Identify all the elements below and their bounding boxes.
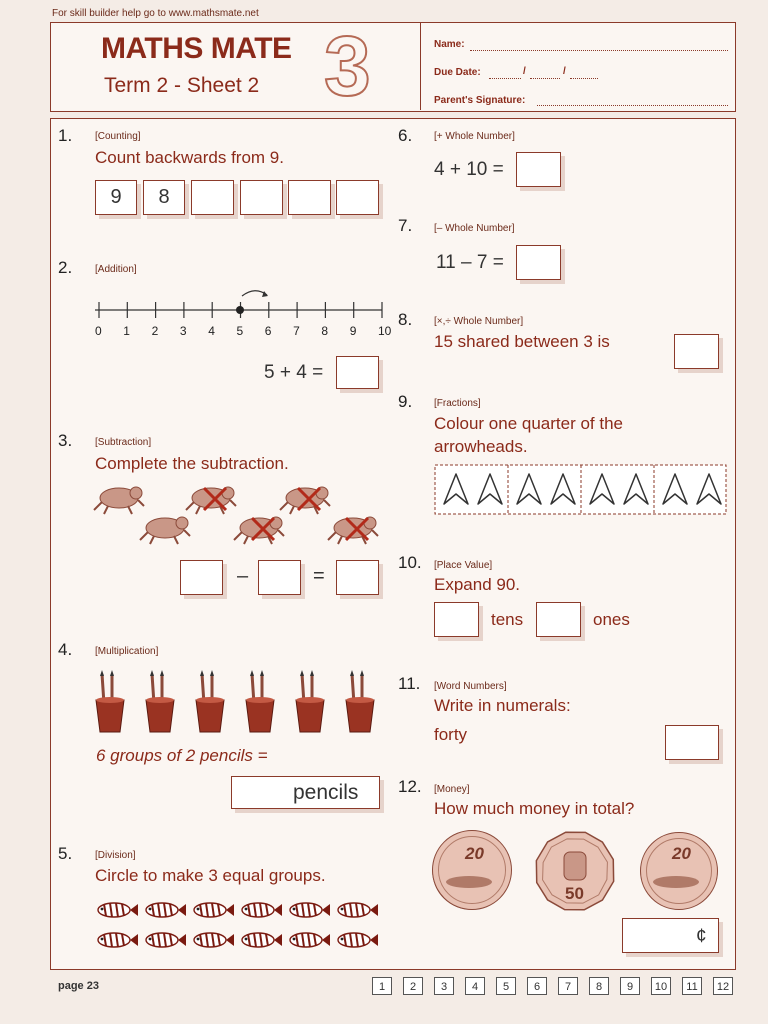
q4-number: 4. xyxy=(58,640,73,659)
q1-text: Count backwards from 9. xyxy=(95,148,284,167)
q11-word: forty xyxy=(434,725,468,744)
name-field[interactable] xyxy=(470,50,728,51)
page-box-9: 9 xyxy=(620,977,640,995)
q10-ones-label: ones xyxy=(593,610,630,629)
q7-answer-box[interactable] xyxy=(516,245,561,280)
number-line-label: 9 xyxy=(349,324,357,338)
number-line-label: 0 xyxy=(95,324,102,338)
q12-text: How much money in total? xyxy=(434,799,635,818)
platypus-icon xyxy=(446,876,492,888)
parent-signature-field[interactable] xyxy=(537,105,728,106)
coin-2-value: 50 xyxy=(565,884,584,903)
parent-signature-label: Parent's Signature: xyxy=(434,95,526,106)
q9-text-line-1: Colour one quarter of the xyxy=(434,414,624,433)
q5-number: 5. xyxy=(58,844,73,863)
q8-tag: [×,÷ Whole Number] xyxy=(434,316,524,327)
frog-6 xyxy=(328,517,378,544)
frog-2 xyxy=(186,487,236,514)
q10-text: Expand 90. xyxy=(434,575,521,594)
number-line xyxy=(90,282,390,322)
number-line-label: 8 xyxy=(321,324,329,338)
q4-tag: [Multiplication] xyxy=(95,646,159,657)
q10-tag: [Place Value] xyxy=(434,560,493,571)
coin-1-value: 20 xyxy=(465,844,484,863)
q1-tag: [Counting] xyxy=(95,131,141,142)
arrowheads-box xyxy=(434,464,728,516)
q11-text: Write in numerals: xyxy=(434,696,571,715)
number-line-label: 3 xyxy=(179,324,187,338)
q3-answer-box-1[interactable] xyxy=(180,560,223,595)
q2-answer-box[interactable] xyxy=(336,356,379,389)
q6-equation: 4 + 10 = xyxy=(434,159,504,180)
page-box-6: 6 xyxy=(527,977,547,995)
due-day-field[interactable] xyxy=(489,78,521,79)
q6-tag: [+ Whole Number] xyxy=(434,131,515,142)
q11-answer-box[interactable] xyxy=(665,725,719,760)
q6-answer-box[interactable] xyxy=(516,152,561,187)
sheet-title: MATHS MATE xyxy=(101,32,292,65)
q11-tag: [Word Numbers] xyxy=(434,681,507,692)
q1-box-1: 9 xyxy=(95,180,137,215)
q3-text: Complete the subtraction. xyxy=(95,454,289,473)
q8-number: 8. xyxy=(398,310,413,329)
q10-tens-box[interactable] xyxy=(434,602,479,637)
q1-answer-box-3[interactable] xyxy=(191,180,234,215)
number-line-label: 1 xyxy=(123,324,130,338)
due-date-label: Due Date: xyxy=(434,67,481,78)
q10-number: 10. xyxy=(398,553,422,572)
term-number: 3 xyxy=(324,19,371,113)
q4-text: 6 groups of 2 pencils = xyxy=(96,746,268,765)
q12-number: 12. xyxy=(398,777,422,796)
q7-number: 7. xyxy=(398,216,413,235)
frog-3 xyxy=(280,487,330,514)
q9-number: 9. xyxy=(398,392,413,411)
due-sep-1: / xyxy=(523,66,526,77)
sheet-subtitle: Term 2 - Sheet 2 xyxy=(104,74,260,97)
frog-4 xyxy=(140,517,190,544)
q3-equals: = xyxy=(313,565,325,587)
page-box-5: 5 xyxy=(496,977,516,995)
q5-tag: [Division] xyxy=(95,850,136,861)
due-sep-2: / xyxy=(563,66,566,77)
q1-box-2: 8 xyxy=(143,180,185,215)
number-line-label: 7 xyxy=(293,324,300,338)
number-line-label: 10 xyxy=(378,324,392,338)
q1-number: 1. xyxy=(58,126,73,145)
page-box-7: 7 xyxy=(558,977,578,995)
q8-answer-box[interactable] xyxy=(674,334,719,369)
number-line-label: 4 xyxy=(208,324,215,338)
q12-unit: ¢ xyxy=(696,926,707,947)
page-box-12: 12 xyxy=(713,977,733,995)
q10-ones-box[interactable] xyxy=(536,602,581,637)
number-line-start-dot xyxy=(236,306,244,314)
page-box-2: 2 xyxy=(403,977,423,995)
q9-text-line-2: arrowheads. xyxy=(434,437,528,456)
q11-number: 11. xyxy=(398,674,421,693)
page-box-3: 3 xyxy=(434,977,454,995)
due-month-field[interactable] xyxy=(530,78,560,79)
q3-answer-box-3[interactable] xyxy=(336,560,379,595)
q8-text: 15 shared between 3 is xyxy=(434,332,610,351)
coin-1 xyxy=(432,830,512,912)
q2-number: 2. xyxy=(58,258,73,277)
coat-of-arms-icon xyxy=(564,852,586,880)
q7-tag: [– Whole Number] xyxy=(434,223,515,234)
q3-minus: – xyxy=(237,565,249,587)
q3-answer-box-2[interactable] xyxy=(258,560,301,595)
q12-tag: [Money] xyxy=(434,784,470,795)
page-box-11: 11 xyxy=(682,977,702,995)
due-year-field[interactable] xyxy=(570,78,598,79)
q7-equation: 11 – 7 = xyxy=(436,252,504,273)
frog-1 xyxy=(94,487,144,514)
q1-answer-box-5[interactable] xyxy=(288,180,331,215)
number-line-label: 5 xyxy=(236,324,244,338)
page-box-4: 4 xyxy=(465,977,485,995)
platypus-icon xyxy=(653,876,699,888)
q4-unit: pencils xyxy=(293,781,359,804)
q1-answer-box-6[interactable] xyxy=(336,180,379,215)
page-box-8: 8 xyxy=(589,977,609,995)
page-box-10: 10 xyxy=(651,977,671,995)
top-note: For skill builder help go to www.mathsmate.net xyxy=(52,8,259,19)
coin-3 xyxy=(640,832,720,912)
q2-equation: 5 + 4 = xyxy=(264,362,324,383)
coin-3-value: 20 xyxy=(672,844,691,863)
page-box-1: 1 xyxy=(372,977,392,995)
q9-tag: [Fractions] xyxy=(434,398,481,409)
coin-2 xyxy=(534,830,616,912)
q10-tens-label: tens xyxy=(491,610,524,629)
q5-text: Circle to make 3 equal groups. xyxy=(95,866,326,885)
number-line-label: 6 xyxy=(264,324,272,338)
frog-5 xyxy=(234,517,284,544)
name-label: Name: xyxy=(434,39,465,50)
q2-tag: [Addition] xyxy=(95,264,137,275)
pencil-cups xyxy=(92,670,382,734)
number-line-label: 2 xyxy=(151,324,159,338)
fish-group xyxy=(92,900,384,950)
q1-answer-box-4[interactable] xyxy=(240,180,283,215)
page-number: page 23 xyxy=(58,980,99,992)
frog-group xyxy=(90,480,390,555)
q3-number: 3. xyxy=(58,431,73,450)
q3-tag: [Subtraction] xyxy=(95,437,152,448)
q6-number: 6. xyxy=(398,126,413,145)
